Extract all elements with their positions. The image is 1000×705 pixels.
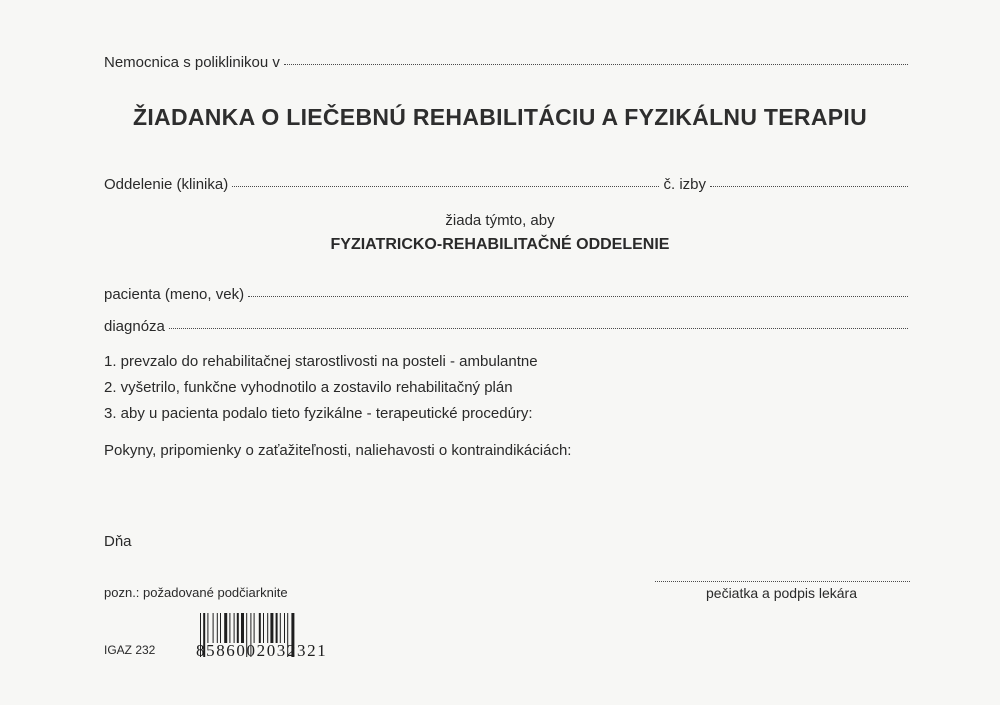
patient-label: pacienta (meno, vek)	[104, 286, 245, 303]
list-item: 3. aby u pacienta podalo tieto fyzikálne - terapeutické procedúry:	[104, 405, 533, 422]
patient-fill-line[interactable]	[248, 295, 908, 297]
barcode-bar	[254, 613, 255, 643]
form-title: ŽIADANKA O LIEČEBNÚ REHABILITÁCIU A FYZIKÁLNU TERAPIU	[133, 104, 867, 130]
barcode-bar	[220, 613, 221, 643]
barcode-bar	[263, 613, 264, 643]
barcode-bar	[280, 613, 281, 643]
barcode-bar	[217, 613, 218, 643]
barcode-bar	[284, 613, 285, 643]
barcode-bar	[207, 613, 208, 643]
department-row	[104, 176, 912, 193]
instructions-label: Pokyny, pripomienky o zaťažiteľnosti, naliehavosti o kontraindikáciách:	[104, 442, 572, 459]
note-text: pozn.: požadované podčiarknite	[104, 585, 288, 600]
department-fill-line[interactable]	[232, 185, 659, 187]
hospital-fill-line[interactable]	[284, 63, 908, 65]
barcode-bar	[237, 613, 239, 643]
department-label: Oddelenie (klinika)	[104, 176, 229, 193]
patient-row	[104, 286, 912, 303]
room-label: č. izby	[663, 176, 706, 193]
signature-fill-line[interactable]	[655, 580, 910, 582]
date-label: Dňa	[104, 533, 132, 550]
barcode-bar	[224, 613, 227, 643]
target-department: FYZIATRICKO-REHABILITAČNÉ ODDELENIE	[330, 236, 670, 253]
hospital-row	[104, 54, 912, 71]
diagnosis-fill-line[interactable]	[169, 327, 908, 329]
barcode-bar	[276, 613, 278, 643]
hospital-label: Nemocnica s poliklinikou v	[104, 54, 280, 71]
barcode-bar	[234, 613, 235, 643]
barcode-bar	[259, 613, 261, 643]
diagnosis-label: diagnóza	[104, 318, 165, 335]
diagnosis-row	[104, 318, 912, 335]
barcode-bar	[270, 613, 273, 643]
barcode-bar	[241, 613, 244, 643]
barcode-bar	[267, 613, 268, 643]
barcode-number: 8586002032321	[196, 641, 328, 659]
list-item: 1. prevzalo do rehabilitačnej starostlivosti na posteli - ambulantne	[104, 353, 538, 370]
barcode-image	[196, 613, 360, 659]
signature-label: pečiatka a podpis lekára	[706, 585, 857, 601]
request-text: žiada týmto, aby	[445, 212, 555, 229]
form-code: IGAZ 232	[104, 643, 156, 657]
room-fill-line[interactable]	[710, 185, 908, 187]
barcode-bar	[229, 613, 230, 643]
list-item: 2. vyšetrilo, funkčne vyhodnotilo a zostavilo rehabilitačný plán	[104, 379, 513, 396]
barcode-bar	[213, 613, 214, 643]
